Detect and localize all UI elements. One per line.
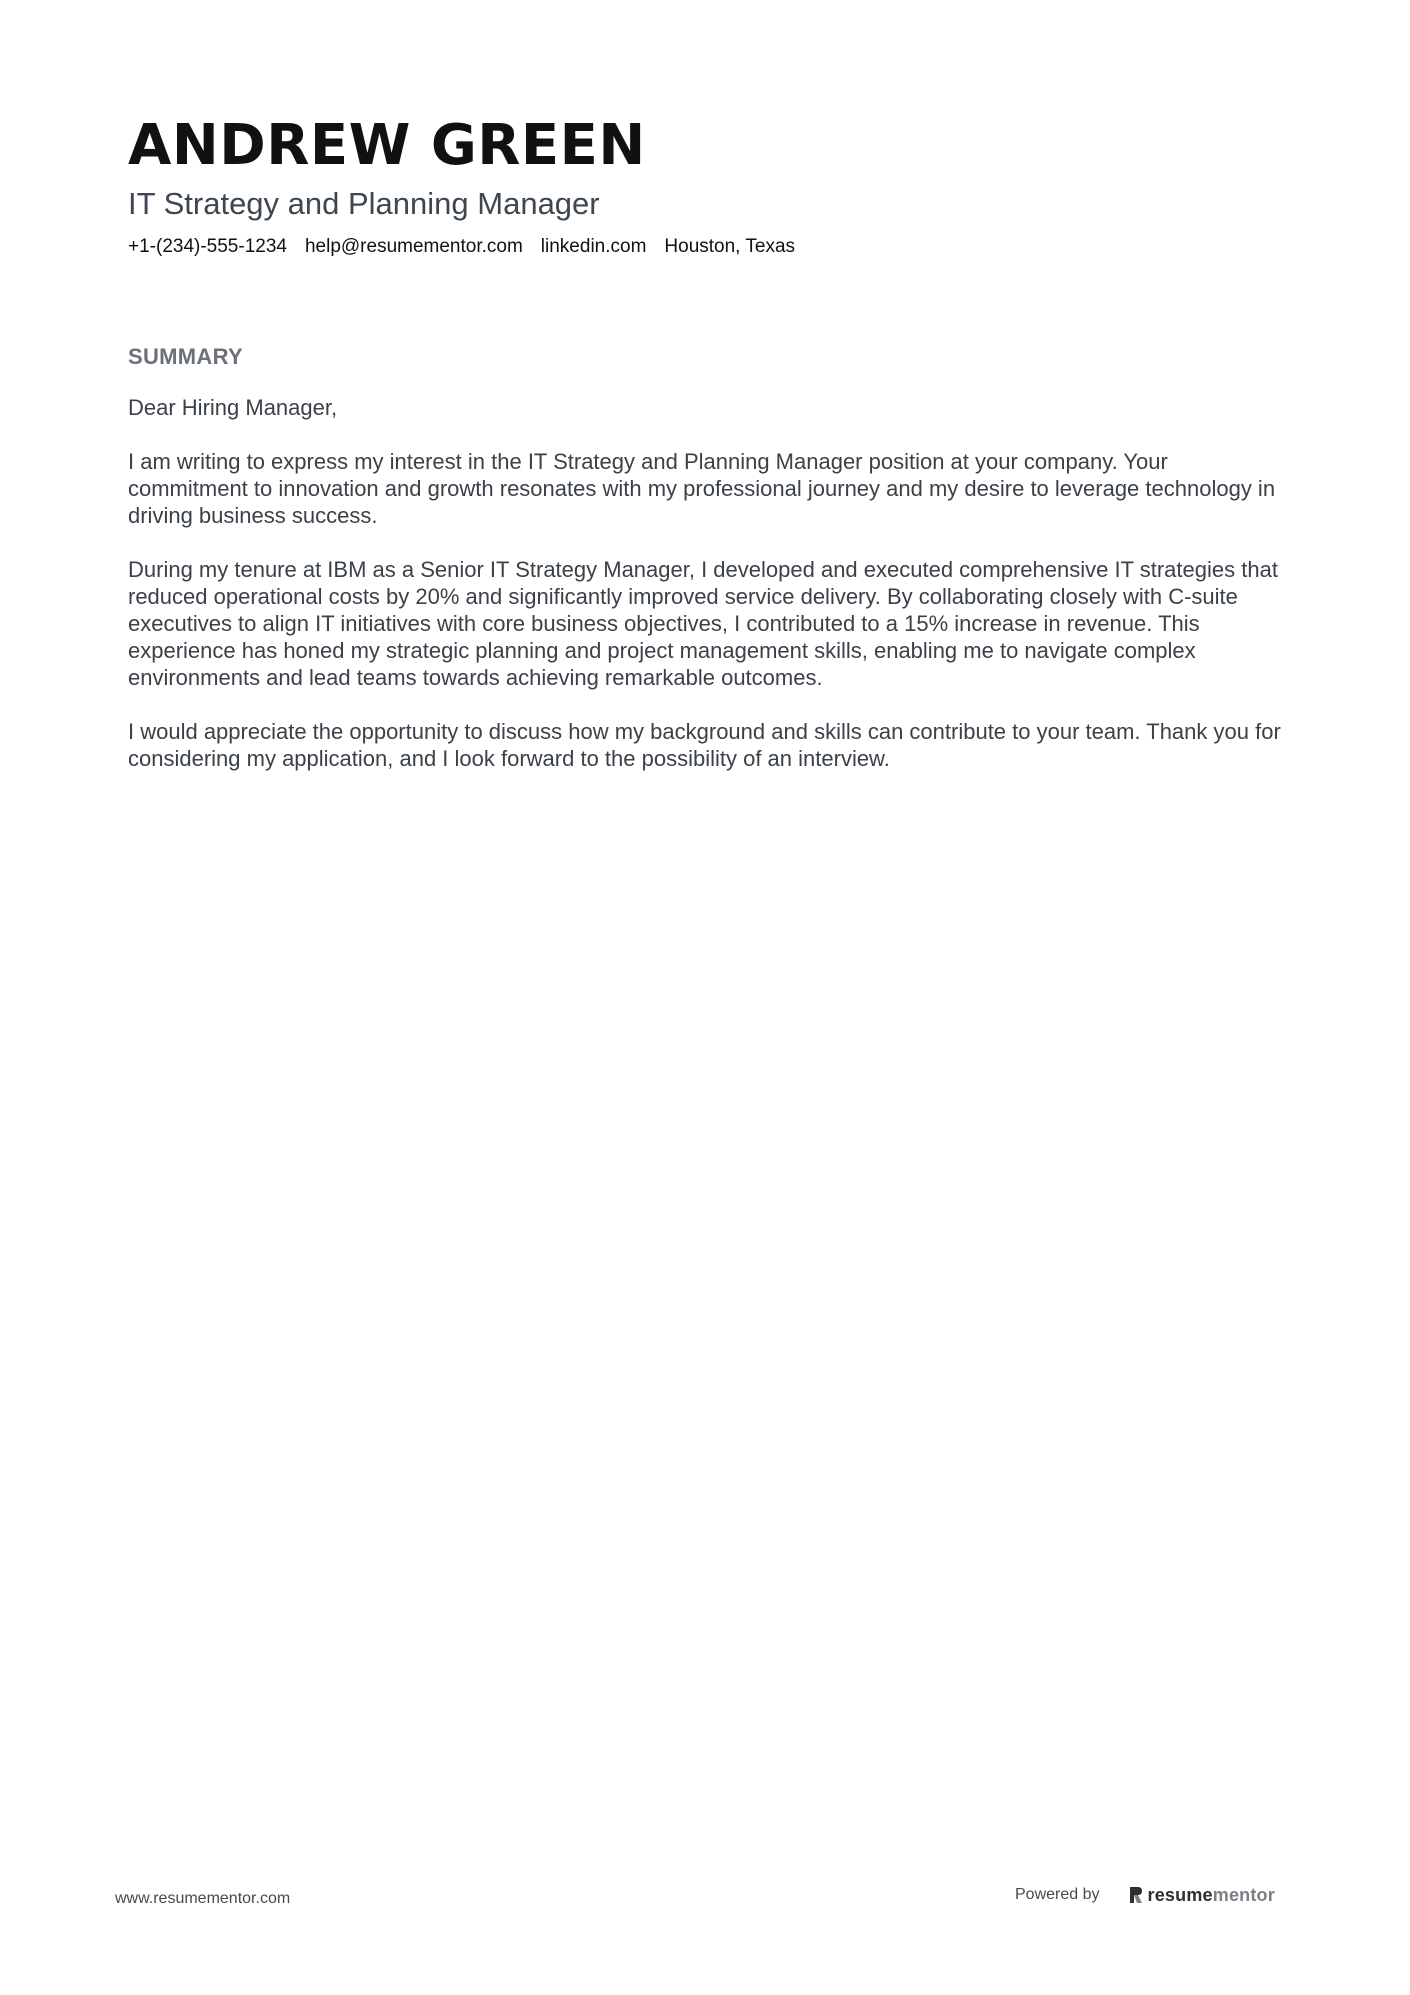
footer-branding [1015, 1884, 1275, 1906]
contact-linkedin: linkedin.com [540, 236, 647, 257]
contact-email: help@resumementor.com [304, 236, 523, 257]
letter-paragraph: I would appreciate the opportunity to discuss how my background and skills can contribute to your team. Thank you for considering my application, and I look forward to the possibility of an interview. [128, 719, 1281, 771]
candidate-name: ANDREW GREEN [128, 113, 646, 178]
powered-by-label: Powered by [1015, 1886, 1100, 1903]
brand-name [1148, 1884, 1275, 1906]
contact-info [128, 234, 1288, 260]
letter-paragraph: During my tenure at IBM as a Senior IT Strategy Manager, I developed and executed comprehensive IT strategies that reduced operational costs by 20% and significantly improved service delivery. By collaborating closely with C-suite executives to align IT initiatives with core business objectives, I contributed to a 15% increase in revenue. This experience has honed my strategic planning and project management skills, enabling me to navigate complex environments and lead teams towards achieving remarkable outcomes. [128, 557, 1278, 690]
job-title: IT Strategy and Planning Manager [128, 186, 600, 221]
letter-paragraph: I am writing to express my interest in the IT Strategy and Planning Manager position at your company. Your commitment to innovation and growth resonates with my professional journey and my desire to leverage technology in driving business success. [128, 449, 1276, 528]
letter-body [128, 394, 1288, 772]
resumementor-logo-icon [1128, 1885, 1144, 1905]
brand-name-part1: resume [1147, 1885, 1213, 1905]
footer-website[interactable]: www.resumementor.com [115, 1890, 291, 1907]
brand-name-part2: mentor [1212, 1885, 1275, 1905]
summary-section [128, 342, 1288, 799]
letter-greeting: Dear Hiring Manager, [128, 395, 338, 420]
contact-phone: +1-(234)-555-1234 [128, 236, 287, 257]
contact-location: Houston, Texas [664, 236, 796, 257]
brand-logo[interactable] [1128, 1884, 1275, 1906]
section-heading: SUMMARY [128, 344, 243, 369]
header [128, 112, 1288, 260]
